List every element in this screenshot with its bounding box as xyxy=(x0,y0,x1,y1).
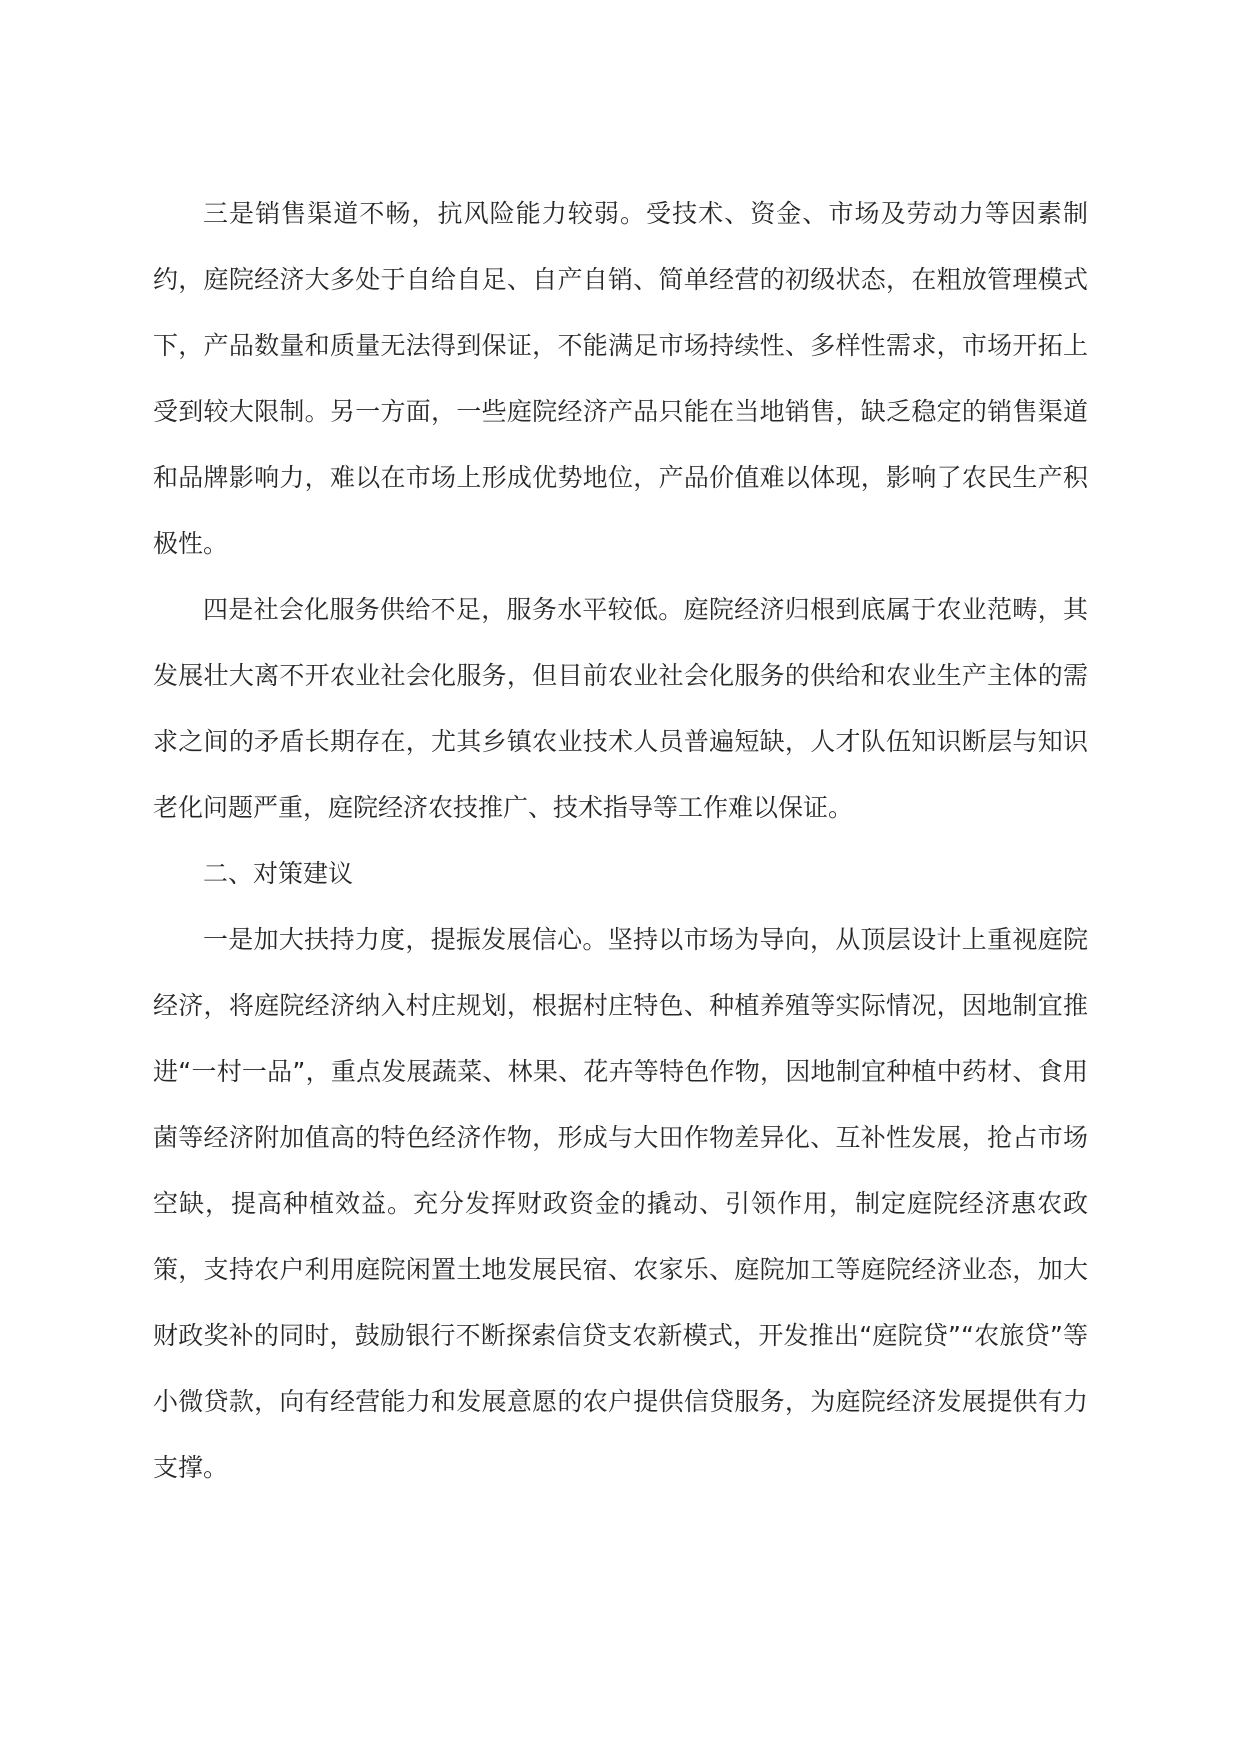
document-body xyxy=(153,181,1088,1501)
paragraph-social-services: 四是社会化服务供给不足，服务水平较低。庭院经济归根到底属于农业范畴，其发展壮大离不开农业社会化服务，但目前农业社会化服务的供给和农业生产主体的需求之间的矛盾长期存在，尤其乡镇农业技术人员普遍短缺，人才队伍知识断层与知识老化问题严重，庭院经济农技推广、技术指导等工作难以保证。 xyxy=(153,595,1088,822)
section-heading-countermeasures: 二、对策建议 xyxy=(203,859,354,888)
paragraph-sales-channels: 三是销售渠道不畅，抗风险能力较弱。受技术、资金、市场及劳动力等因素制约，庭院经济大多处于自给自足、自产自销、简单经营的初级状态，在粗放管理模式下，产品数量和质量无法得到保证，不能满足市场持续性、多样性需求，市场开拓上受到较大限制。另一方面，一些庭院经济产品只能在当地销售，缺乏稳定的销售渠道和品牌影响力，难以在市场上形成优势地位，产品价值难以体现，影响了农民生产积极性。 xyxy=(153,199,1088,558)
paragraph-support-policy: 一是加大扶持力度，提振发展信心。坚持以市场为导向，从顶层设计上重视庭院经济，将庭院经济纳入村庄规划，根据村庄特色、种植养殖等实际情况，因地制宜推进“一村一品”，重点发展蔬菜、林果、花卉等特色作物，因地制宜种植中药材、食用菌等经济附加值高的特色经济作物，形成与大田作物差异化、互补性发展，抢占市场空缺，提高种植效益。充分发挥财政资金的撬动、引领作用，制定庭院经济惠农政策，支持农户利用庭院闲置土地发展民宿、农家乐、庭院加工等庭院经济业态，加大财政奖补的同时，鼓励银行不断探索信贷支农新模式，开发推出“庭院贷”“农旅贷”等小微贷款，向有经营能力和发展意愿的农户提供信贷服务，为庭院经济发展提供有力支撑。 xyxy=(153,925,1088,1482)
